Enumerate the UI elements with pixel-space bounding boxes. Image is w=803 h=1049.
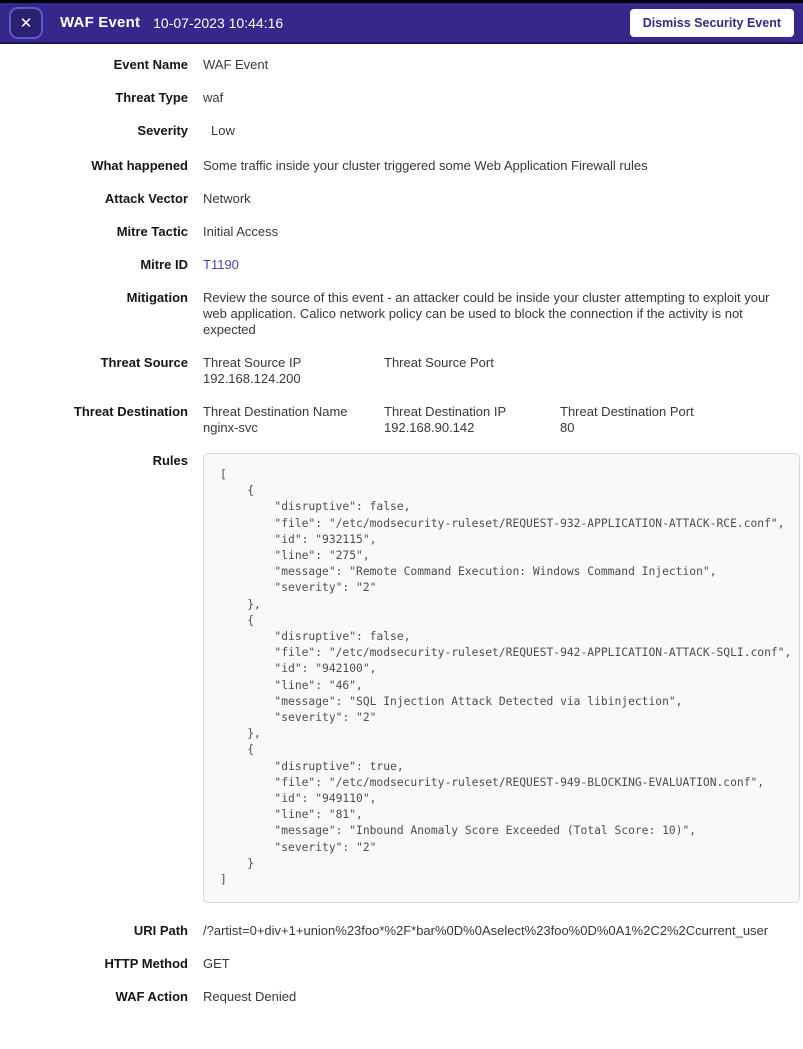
event-header-bar — [0, 3, 803, 44]
what-happened-value: Some traffic inside your cluster triggered some Web Application Firewall rules — [203, 158, 648, 173]
mitre-tactic-value: Initial Access — [203, 224, 279, 239]
threat-destination-ip-value: 192.168.90.142 — [384, 420, 475, 435]
threat-source-label: Threat Source — [100, 355, 188, 370]
threat-destination-port-group — [560, 404, 694, 436]
event-name-label: Event Name — [113, 57, 188, 72]
rules-code-box — [203, 453, 800, 903]
http-method-value: GET — [203, 956, 230, 971]
uri-path-label: URI Path — [133, 923, 188, 938]
threat-destination-ip-label: Threat Destination IP — [384, 404, 507, 419]
field-row-rules — [0, 453, 803, 903]
mitigation-value: Review the source of this event - an attacker could be inside your cluster attempting to exploit your web application. Calico network policy can be used to block the connection if the activity is not expected — [203, 290, 770, 337]
field-row-event-name — [0, 57, 803, 73]
what-happened-label: What happened — [91, 158, 188, 173]
threat-destination-label: Threat Destination — [73, 404, 188, 419]
threat-destination-port-value: 80 — [560, 420, 575, 435]
severity-label: Severity — [137, 123, 188, 138]
threat-source-port-group — [384, 355, 560, 387]
event-detail-panel — [0, 44, 803, 1005]
mitre-id-link[interactable]: T1190 — [203, 257, 239, 272]
event-timestamp: 10-07-2023 10:44:16 — [153, 14, 284, 31]
field-row-mitre-id — [0, 257, 803, 273]
field-row-mitre-tactic — [0, 224, 803, 240]
page-title: WAF Event — [60, 14, 141, 31]
waf-action-value: Request Denied — [203, 989, 297, 1004]
uri-path-value: /?artist=0+div+1+union%23foo*%2F*bar%0D%0Aselect%23foo%0D%0A1%2C2%2Ccurrent_user — [203, 923, 769, 938]
threat-source-ip-value: 192.168.124.200 — [203, 371, 301, 386]
field-row-http-method — [0, 956, 803, 972]
threat-destination-ip-group — [384, 404, 560, 436]
threat-source-port-label: Threat Source Port — [384, 355, 494, 370]
threat-source-ip-group — [203, 355, 384, 387]
threat-type-label: Threat Type — [115, 90, 188, 105]
threat-destination-name-value: nginx-svc — [203, 420, 258, 435]
field-row-waf-action — [0, 989, 803, 1005]
threat-source-ip-label: Threat Source IP — [203, 355, 302, 370]
threat-destination-name-group — [203, 404, 384, 436]
field-row-attack-vector — [0, 191, 803, 207]
field-row-what-happened — [0, 158, 803, 174]
field-row-threat-destination — [0, 404, 803, 436]
threat-destination-name-label: Threat Destination Name — [203, 404, 348, 419]
attack-vector-value: Network — [203, 191, 251, 206]
mitigation-label: Mitigation — [126, 290, 188, 305]
attack-vector-label: Attack Vector — [104, 191, 188, 206]
field-row-mitigation — [0, 290, 803, 338]
mitre-id-label: Mitre ID — [140, 257, 188, 272]
waf-action-label: WAF Action — [115, 989, 188, 1004]
threat-destination-port-label: Threat Destination Port — [560, 404, 694, 419]
field-row-threat-source — [0, 355, 803, 387]
close-button[interactable] — [9, 7, 43, 39]
field-row-severity — [0, 123, 803, 139]
event-name-value: WAF Event — [203, 57, 269, 72]
close-icon: ✕ — [19, 14, 33, 32]
field-row-threat-type — [0, 90, 803, 106]
threat-type-value: waf — [203, 90, 224, 105]
rules-label: Rules — [152, 453, 188, 468]
mitre-tactic-label: Mitre Tactic — [116, 224, 188, 239]
severity-badge: Low — [211, 123, 235, 138]
field-row-uri-path — [0, 923, 803, 939]
dismiss-security-event-button[interactable]: Dismiss Security Event — [630, 9, 794, 37]
http-method-label: HTTP Method — [104, 956, 188, 971]
rules-code: [ { "disruptive": false, "file": "/etc/modsecurity-ruleset/REQUEST-932-APPLICATION-ATTACK-RCE.conf", "id": "932115", "line": "275", "message": "Remote Command Execution: Windows Command Injection", "severity": "2" }, { "disruptive": false, "file": "/etc/modsecurity-ruleset/REQUEST-942-APPLICATION-ATTACK-SQLI.conf", "id": "942100", "line": "46", "message": "SQL Injection Attack Detected via libinjection", "severity": "2" }, { "disruptive": true, "file": "/etc/modsecurity-ruleset/REQUEST-949-BLOCKING-EVALUATION.conf", "id": "949110", "line": "81", "message": "Inbound Anomaly Score Exceeded (Total Score: 10)", "severity": "2" } ] — [220, 468, 792, 887]
